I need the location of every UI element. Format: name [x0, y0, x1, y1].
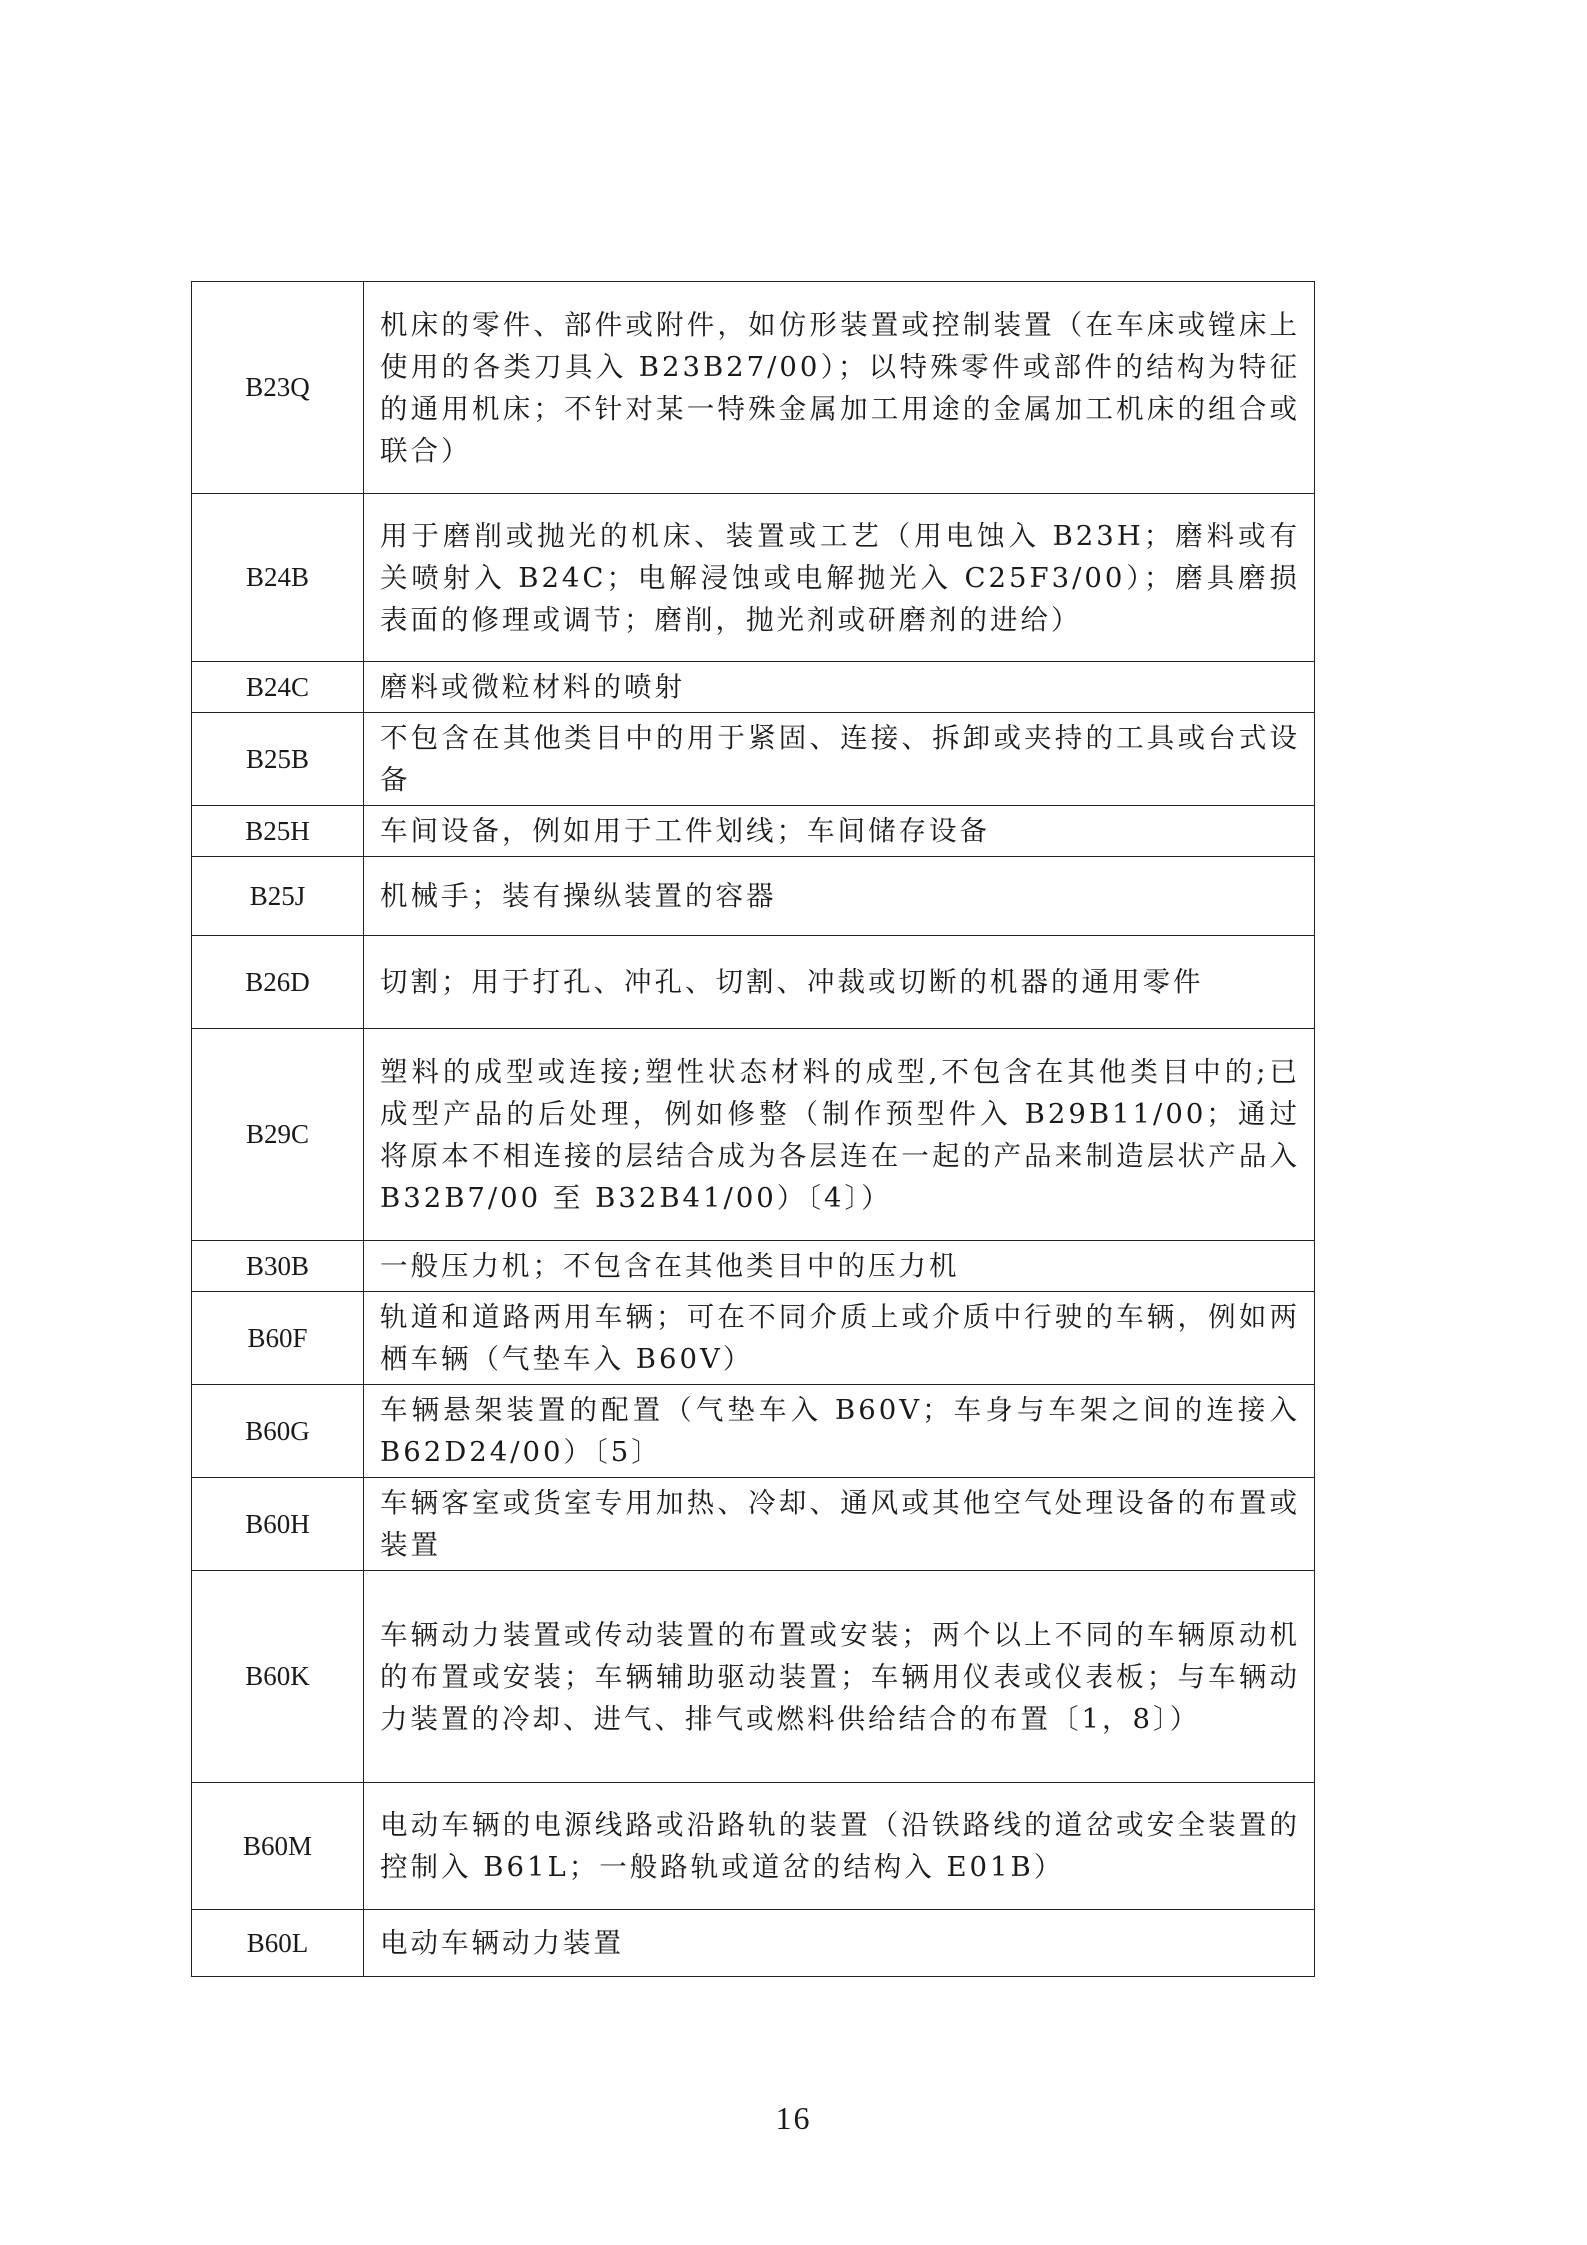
- ipc-description-cell: 车辆客室或货室专用加热、冷却、通风或其他空气处理设备的布置或装置: [364, 1478, 1315, 1571]
- ipc-code-cell: B60K: [192, 1571, 364, 1783]
- ipc-description-cell: 用于磨削或抛光的机床、装置或工艺（用电蚀入 B23H；磨料或有关喷射入 B24C；电解浸蚀或电解抛光入 C25F3/00）；磨具磨损表面的修理或调节；磨削，抛光剂或研磨剂的进给）: [364, 494, 1315, 662]
- table-row: [192, 1029, 1315, 1241]
- ipc-code-cell: B29C: [192, 1029, 364, 1241]
- ipc-description-cell: 车间设备，例如用于工件划线；车间储存设备: [364, 806, 1315, 857]
- table-row: [192, 662, 1315, 713]
- table-row: [192, 1478, 1315, 1571]
- ipc-code-cell: B24B: [192, 494, 364, 662]
- ipc-description-cell: 不包含在其他类目中的用于紧固、连接、拆卸或夹持的工具或台式设备: [364, 713, 1315, 806]
- ipc-classification-table: [191, 281, 1315, 1977]
- ipc-description-cell: 机械手；装有操纵装置的容器: [364, 857, 1315, 936]
- table-row: [192, 282, 1315, 494]
- ipc-code-cell: B30B: [192, 1241, 364, 1292]
- table-row: [192, 1783, 1315, 1910]
- ipc-code-cell: B25J: [192, 857, 364, 936]
- ipc-code-cell: B60F: [192, 1292, 364, 1385]
- ipc-code-cell: B60H: [192, 1478, 364, 1571]
- ipc-description-cell: 磨料或微粒材料的喷射: [364, 662, 1315, 713]
- ipc-description-cell: 一般压力机；不包含在其他类目中的压力机: [364, 1241, 1315, 1292]
- ipc-description-cell: 轨道和道路两用车辆；可在不同介质上或介质中行驶的车辆，例如两栖车辆（气垫车入 B60V）: [364, 1292, 1315, 1385]
- ipc-code-cell: B25H: [192, 806, 364, 857]
- ipc-description-cell: 切割；用于打孔、冲孔、切割、冲裁或切断的机器的通用零件: [364, 936, 1315, 1029]
- page-number: 16: [775, 2100, 812, 2136]
- table-row: [192, 936, 1315, 1029]
- table-row: [192, 1385, 1315, 1478]
- table-row: [192, 713, 1315, 806]
- ipc-code-cell: B60L: [192, 1910, 364, 1977]
- ipc-description-cell: 塑料的成型或连接;塑性状态材料的成型,不包含在其他类目中的;已成型产品的后处理，例如修整（制作预型件入 B29B11/00；通过将原本不相连接的层结合成为各层连在一起的产品来制造层状产品入 B32B7/00 至 B32B41/00）〔4〕）: [364, 1029, 1315, 1241]
- table-row: [192, 857, 1315, 936]
- table-row: [192, 1241, 1315, 1292]
- ipc-description-cell: 机床的零件、部件或附件，如仿形装置或控制装置（在车床或镗床上使用的各类刀具入 B23B27/00）；以特殊零件或部件的结构为特征的通用机床；不针对某一特殊金属加工用途的金属加工机床的组合或联合）: [364, 282, 1315, 494]
- ipc-description-cell: 车辆悬架装置的配置（气垫车入 B60V；车身与车架之间的连接入 B62D24/00）〔5〕: [364, 1385, 1315, 1478]
- ipc-code-cell: B26D: [192, 936, 364, 1029]
- table-row: [192, 806, 1315, 857]
- ipc-code-cell: B25B: [192, 713, 364, 806]
- table-row: [192, 494, 1315, 662]
- ipc-description-cell: 车辆动力装置或传动装置的布置或安装；两个以上不同的车辆原动机的布置或安装；车辆辅助驱动装置；车辆用仪表或仪表板；与车辆动力装置的冷却、进气、排气或燃料供给结合的布置〔1，8〕）: [364, 1571, 1315, 1783]
- ipc-code-cell: B60M: [192, 1783, 364, 1910]
- table-row: [192, 1571, 1315, 1783]
- table-row: [192, 1292, 1315, 1385]
- ipc-description-cell: 电动车辆动力装置: [364, 1910, 1315, 1977]
- table-row: [192, 1910, 1315, 1977]
- ipc-code-cell: B60G: [192, 1385, 364, 1478]
- ipc-code-cell: B24C: [192, 662, 364, 713]
- ipc-code-cell: B23Q: [192, 282, 364, 494]
- ipc-description-cell: 电动车辆的电源线路或沿路轨的装置（沿铁路线的道岔或安全装置的控制入 B61L；一般路轨或道岔的结构入 E01B）: [364, 1783, 1315, 1910]
